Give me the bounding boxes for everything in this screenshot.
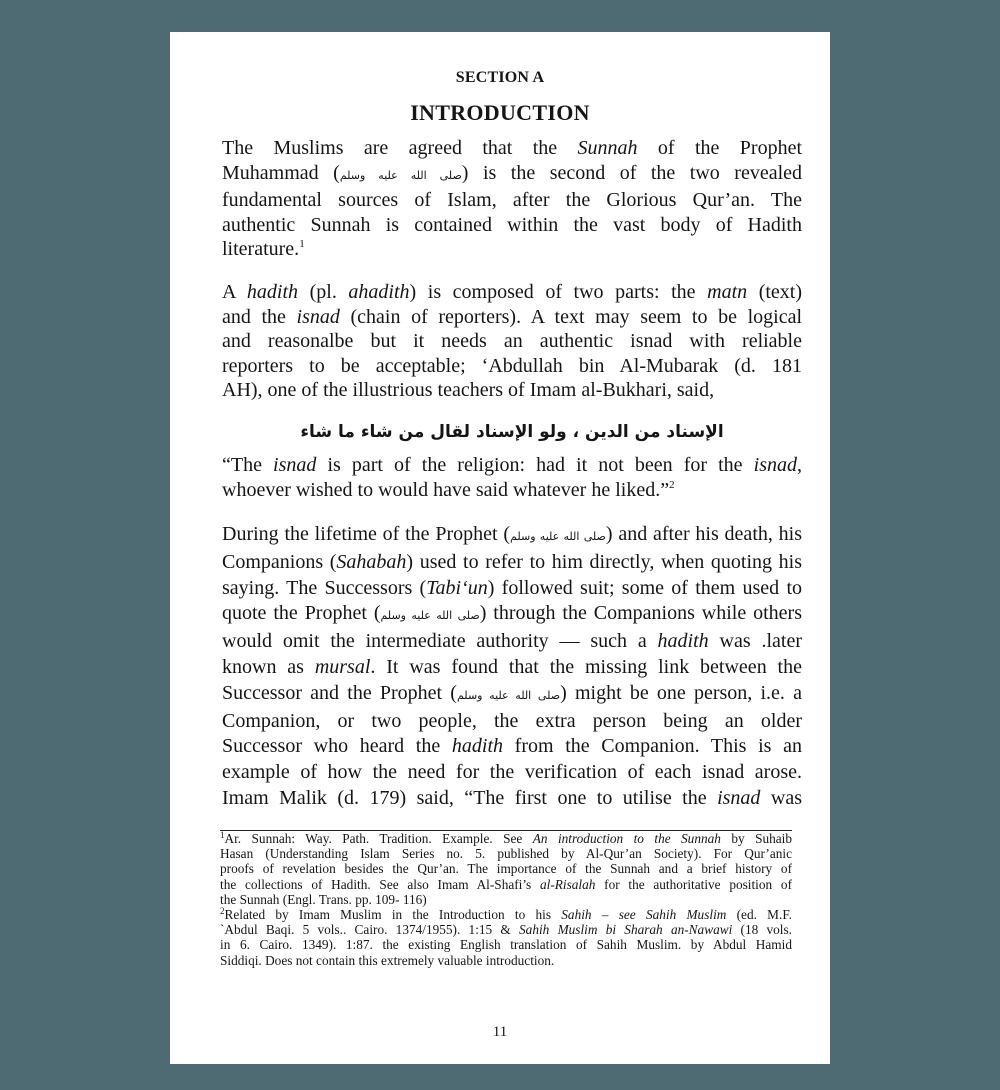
text-line: During the lifetime of the Prophet (صلى الله عليه وسلم) and after his death, his <box>222 523 802 545</box>
text-line: the Sunnah (Engl. Trans. pp. 109- 116) <box>220 891 427 907</box>
footnote-1 <box>220 831 792 907</box>
text-line: $^2$Related by Imam Muslim in the Introduction to his Sahih – see Sahih Muslim (ed. M.F. <box>220 906 792 923</box>
text-line: the collections of Hadith. See also Imam Al-Shafi’s al-Risalah for the authoritative position of <box>220 876 793 892</box>
text-line: Muhammad (صلى الله عليه وسلم) is the second of the two revealed <box>222 161 803 184</box>
text-line: Siddiqi. Does not contain this extremely valuable introduction. <box>220 952 555 968</box>
footnote-2 <box>220 907 792 968</box>
text-line: `Abdul Baqi. 5 vols.. Cairo. 1374/1955). 1:15 & Sahih Muslim bi Sharah an-Nawawi (18 vols. <box>220 922 792 938</box>
text-line: $^1$Ar. Sunnah: Way. Path. Tradition. Example. See An introduction to the Sunnah by Suhaib <box>220 830 793 846</box>
text-line: Successor who heard the hadith from the Companion. This is an <box>222 735 802 758</box>
honorific-arabic: صلى الله عليه وسلم <box>339 168 462 182</box>
text-line: whoever wished to would have said whatever he liked.”$^2$ <box>222 478 675 501</box>
text-line: proofs of revelation besides the Qur’an. The importance of the Sunnah and a brief history of <box>220 861 792 877</box>
text-line: AH), one of the illustrious teachers of Imam al-Bukhari, said, <box>222 379 715 401</box>
cited-title: An introduction to the Sunnah <box>532 831 721 846</box>
text-line: Companion, or two people, the extra person being an older <box>222 709 802 732</box>
term-hadith: hadith <box>451 735 504 758</box>
arabic-quotation: الإسناد من الدين ، ولو الإسناد لقال من شاء ما شاء <box>300 422 724 442</box>
page-number: 11 <box>492 1024 508 1040</box>
term-ahadith: ahadith <box>348 281 410 303</box>
term-sahabah: Sahabah <box>336 550 407 573</box>
text-line: would omit the intermediate authority — such a hadith was .later <box>222 630 802 653</box>
text-line: in 6. Cairo. 1349). 1:87. the existing English translation of Sahih Muslim. by Abdul Hamid <box>220 937 792 953</box>
footnote-number: 2 <box>220 906 225 917</box>
term-sunnah: Sunnah <box>577 137 638 159</box>
text-line: authentic Sunnah is contained within the vast body of Hadith <box>222 213 802 236</box>
text-line: “The isnad is part of the religion: had it not been for the isnad, <box>222 454 802 476</box>
term-isnad: isnad <box>296 305 340 328</box>
term-mursal: mursal <box>314 655 371 678</box>
text-line: and the isnad (chain of reporters). A text may seem to be logical <box>222 305 802 328</box>
book-page <box>170 32 830 1064</box>
paragraph-sunnah-intro <box>222 136 802 262</box>
page-title: INTRODUCTION <box>410 100 590 125</box>
text-line: A hadith (pl. ahadith) is composed of two parts: the matn (text) <box>222 281 803 303</box>
cited-title: Sahih Muslim bi Sharah an-Nawawi <box>519 922 733 938</box>
term-isnad: isnad <box>717 786 761 809</box>
text-line: The Muslims are agreed that the Sunnah of the Prophet <box>222 137 803 159</box>
paragraph-hadith-definition <box>222 280 802 403</box>
term-matn: matn <box>707 281 748 303</box>
term-hadith: hadith <box>246 281 299 303</box>
text-line: reporters to be acceptable; ‘Abdullah bin Al-Mubarak (d. 181 <box>222 354 802 377</box>
text-line: example of how the need for the verification of each isnad arose. <box>222 761 802 784</box>
section-label: SECTION A <box>455 69 545 86</box>
text-line: quote the Prophet (صلى الله عليه وسلم) through the Companions while others <box>222 602 803 625</box>
footnotes <box>220 831 792 968</box>
text-line: Hasan (Understanding Islam Series no. 5. published by Al-Qur’an Society). For Qur’anic <box>220 846 792 862</box>
text-line: literature.$^1$ <box>222 238 305 260</box>
paragraph-companions-successors <box>222 522 802 812</box>
text-line: Successor and the Prophet (صلى الله عليه وسلم) might be one person, i.e. a <box>222 681 803 704</box>
footnote-ref-2[interactable]: 2 <box>669 478 675 491</box>
text-line: known as mursal. It was found that the missing link between the <box>222 655 802 678</box>
text-line: fundamental sources of Islam, after the Glorious Qur’an. The <box>222 189 802 211</box>
text-line: Companions (Sahabah) used to refer to him directly, when quoting his <box>222 550 802 573</box>
honorific-arabic: صلى الله عليه وسلم <box>380 609 480 623</box>
cited-title: al-Risalah <box>539 876 596 892</box>
text-line: and reasonalbe but it needs an authentic isnad with reliable <box>222 330 802 352</box>
term-isnad: isnad <box>273 454 317 476</box>
term-isnad: isnad <box>753 454 797 476</box>
footnote-ref-1[interactable]: 1 <box>299 238 305 250</box>
honorific-arabic: صلى الله عليه وسلم <box>456 688 561 702</box>
text-line: Imam Malik (d. 179) said, “The first one to utilise the isnad was <box>222 786 802 809</box>
cited-title: Sahih – see Sahih Muslim <box>561 907 727 923</box>
text-line: saying. The Successors (Tabi‘un) followed suit; some of them used to <box>222 576 802 599</box>
term-hadith: hadith <box>657 630 709 653</box>
paragraph-isnad-quote-translation <box>222 453 802 502</box>
footnote-number: 1 <box>220 830 225 840</box>
term-tabiun: Tabi‘un <box>426 576 488 599</box>
honorific-arabic: صلى الله عليه وسلم <box>510 530 606 543</box>
